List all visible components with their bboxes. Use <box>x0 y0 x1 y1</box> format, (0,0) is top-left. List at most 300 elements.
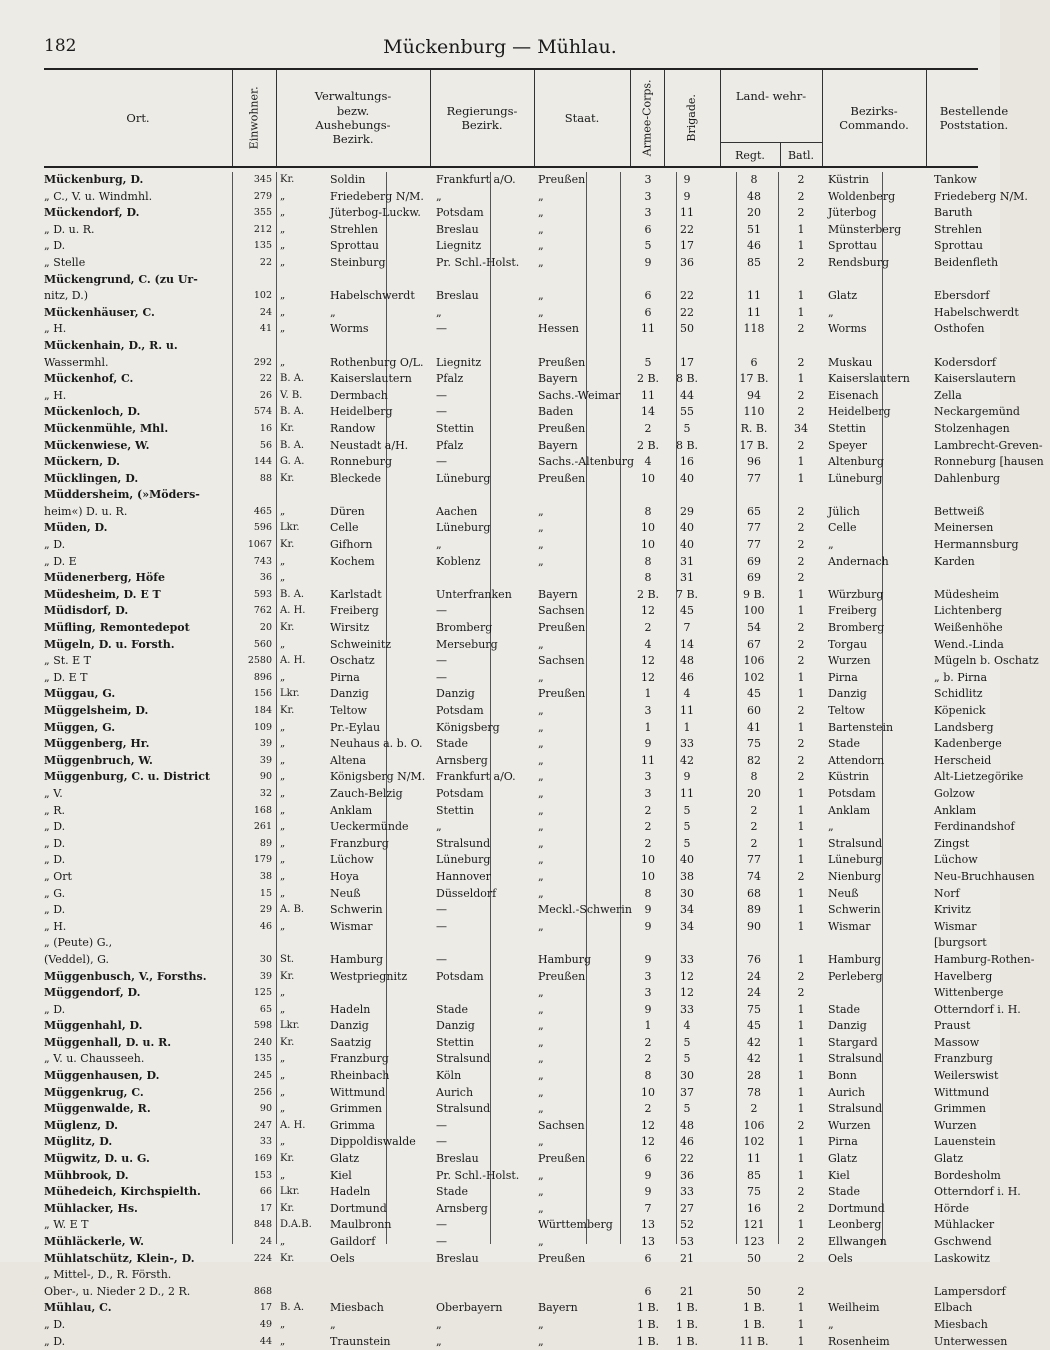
cell-brig: 16 <box>680 455 694 469</box>
cell-einw: 109 <box>253 721 272 733</box>
cell-bez: Würzburg <box>828 587 884 601</box>
cell-brig: 8 B. <box>675 438 699 452</box>
cell-einw: 39 <box>259 970 272 982</box>
cell-batl: 2 <box>797 322 805 336</box>
cell-verw: A. H. <box>280 605 306 617</box>
cell-ak: 6 <box>644 289 652 303</box>
cell-einw: 66 <box>259 1186 272 1198</box>
table-row <box>44 1334 1008 1350</box>
cell-ak: 2 <box>644 1102 652 1116</box>
cell-post: Wittmund <box>934 1085 990 1099</box>
cell-reg: — <box>436 670 447 684</box>
cell-verw: „ <box>280 190 286 202</box>
cell-ak: 1 B. <box>636 1317 660 1331</box>
cell-reg: Frankfurt a/O. <box>436 173 516 186</box>
cell-aus: Randow <box>330 421 376 435</box>
cell-ak: 10 <box>641 853 655 867</box>
cell-brig: 11 <box>680 704 694 717</box>
cell-batl: 1 <box>797 1135 805 1149</box>
cell-einw: 41 <box>259 323 272 335</box>
table-row <box>44 222 982 239</box>
cell-einw: 144 <box>253 456 272 468</box>
cell-ak: 9 <box>644 1168 652 1182</box>
cell-ak: 10 <box>641 471 655 485</box>
cell-post: Tankow <box>934 173 977 186</box>
cell-regt: 54 <box>747 621 761 635</box>
cell-ort: Mückendorf, D. <box>44 206 140 220</box>
cell-ak: 12 <box>641 604 655 618</box>
table-row <box>44 1151 978 1168</box>
cell-einw: 574 <box>253 406 272 418</box>
cell-ort: „ D. E T <box>44 670 88 684</box>
cell-ak: 3 <box>644 969 652 983</box>
cell-bez: „ <box>828 305 834 319</box>
cell-einw: 240 <box>253 1036 272 1048</box>
cell-einw: 848 <box>253 1219 272 1231</box>
cell-ak: 10 <box>641 869 655 883</box>
cell-verw: Kr. <box>280 472 295 484</box>
cell-aus: Oels <box>330 1251 355 1265</box>
table-row <box>44 1267 978 1284</box>
cell-ort: nitz, D.) <box>44 289 89 303</box>
cell-aus: Schwerin <box>330 903 383 917</box>
table-row <box>44 454 1044 471</box>
cell-aus: Soldin <box>330 173 366 186</box>
cell-ort: Müdesheim, D. E T <box>44 587 161 601</box>
cell-einw: 762 <box>253 605 272 617</box>
cell-post: Bordesholm <box>934 1168 1001 1182</box>
cell-aus: Danzig <box>330 687 369 701</box>
table-row <box>44 1217 995 1234</box>
cell-verw: Lkr. <box>280 1020 300 1032</box>
cell-reg: Danzig <box>436 1019 475 1033</box>
cell-verw: „ <box>280 738 286 750</box>
cell-einw: 29 <box>259 904 272 916</box>
cell-batl: 1 <box>797 670 805 684</box>
cell-regt: 24 <box>747 986 761 1000</box>
cell-brig: 42 <box>680 753 694 767</box>
cell-batl: 1 <box>797 853 805 867</box>
cell-staat: „ <box>538 853 544 867</box>
cell-batl: 2 <box>797 869 805 883</box>
cell-batl: 1 <box>797 720 805 734</box>
cell-batl: 1 <box>797 604 805 618</box>
table-row <box>44 969 993 986</box>
table-row <box>44 670 988 687</box>
cell-brig: 40 <box>680 538 694 552</box>
cell-batl: 1 <box>797 455 805 469</box>
table-row <box>44 819 1015 836</box>
cell-regt: 2 <box>750 820 758 834</box>
cell-verw: „ <box>280 821 286 833</box>
cell-ort: Müden, D. <box>44 521 108 535</box>
cell-ort: Müggenhausen, D. <box>44 1069 160 1083</box>
cell-regt: 82 <box>747 753 761 767</box>
table-row <box>44 255 999 272</box>
cell-ak: 3 <box>644 173 652 186</box>
cell-verw: Lkr. <box>280 1186 300 1198</box>
cell-bez: Sprottau <box>828 239 877 253</box>
cell-verw: „ <box>280 854 286 866</box>
cell-bez: Aurich <box>828 1085 866 1099</box>
cell-staat: „ <box>538 1035 544 1049</box>
cell-regt: 77 <box>747 853 761 867</box>
cell-einw: 292 <box>253 356 272 368</box>
cell-aus: Ueckermünde <box>330 820 409 834</box>
cell-reg: Danzig <box>436 687 475 701</box>
table-row <box>44 1018 978 1035</box>
cell-ort: heim«) D. u. R. <box>44 504 128 518</box>
table-row <box>44 720 994 737</box>
cell-ak: 8 <box>644 571 652 585</box>
table-row <box>44 371 1016 388</box>
cell-reg: „ <box>436 538 442 552</box>
cell-staat: „ <box>538 222 544 236</box>
cell-einw: 90 <box>259 771 272 783</box>
cell-staat: Bayern <box>538 1301 578 1315</box>
cell-brig: 44 <box>680 388 694 402</box>
cell-aus: Teltow <box>330 704 367 717</box>
cell-ort: Mügwitz, D. u. G. <box>44 1152 150 1166</box>
cell-staat: Meckl.-Schwerin <box>538 903 632 917</box>
cell-post: Mügeln b. Oschatz <box>934 654 1039 668</box>
cell-brig: 36 <box>680 1168 694 1182</box>
table-row <box>44 836 978 853</box>
cell-bez: Wurzen <box>828 654 871 668</box>
cell-bez: Danzig <box>828 687 867 701</box>
cell-bez: „ <box>828 820 834 834</box>
cell-batl: 2 <box>797 986 805 1000</box>
cell-staat: Württemberg <box>538 1218 613 1232</box>
cell-post: Weißenhöhe <box>934 621 1003 635</box>
cell-post: Meinersen <box>934 521 994 535</box>
cell-brig: 34 <box>680 919 694 933</box>
cell-staat: Preußen <box>538 1152 586 1166</box>
cell-regt: 89 <box>747 903 761 917</box>
cell-bez: Pirna <box>828 670 858 684</box>
cell-brig: 48 <box>680 1118 694 1132</box>
cell-ak: 8 <box>644 504 652 518</box>
cell-einw: 1067 <box>247 539 272 551</box>
table-row <box>44 769 1024 786</box>
cell-post: Dahlenburg <box>934 471 1000 485</box>
cell-bez: Münsterberg <box>828 222 902 236</box>
cell-regt: 67 <box>747 637 761 651</box>
cell-reg: Pr. Schl.-Holst. <box>436 255 520 269</box>
cell-batl: 1 <box>797 1002 805 1016</box>
cell-reg: Pfalz <box>436 438 464 452</box>
cell-aus: Wirsitz <box>330 621 370 635</box>
cell-verw: „ <box>280 870 286 882</box>
cell-einw: 46 <box>259 920 272 932</box>
cell-einw: 598 <box>253 1020 272 1032</box>
cell-batl: 2 <box>797 521 805 535</box>
cell-brig: 30 <box>680 1069 694 1083</box>
cell-post: Landsberg <box>934 720 994 734</box>
cell-post: Neckargemünd <box>934 405 1020 419</box>
cell-ort: Mühlacker, Hs. <box>44 1201 138 1215</box>
table-row <box>44 1184 1021 1201</box>
cell-regt: 50 <box>747 1251 761 1265</box>
cell-einw: 743 <box>253 555 272 567</box>
cell-aus: Hamburg <box>330 952 384 966</box>
cell-staat: „ <box>538 289 544 303</box>
cell-batl: 2 <box>797 438 805 452</box>
table-row <box>44 404 1020 421</box>
cell-reg: „ <box>436 1317 442 1331</box>
cell-batl: 2 <box>797 1284 805 1298</box>
cell-bez: Stralsund <box>828 1102 883 1116</box>
cell-regt: 74 <box>747 869 761 883</box>
cell-staat: „ <box>538 820 544 834</box>
cell-batl: 1 <box>797 222 805 236</box>
cell-bez: Schwerin <box>828 903 881 917</box>
cell-ort: „ D. <box>44 239 66 253</box>
cell-einw: 125 <box>253 987 272 999</box>
cell-regt: 1 B. <box>742 1317 766 1331</box>
cell-aus: „ <box>330 1317 336 1331</box>
cell-ak: 3 <box>644 786 652 800</box>
cell-ort: Müglitz, D. <box>44 1135 113 1149</box>
cell-ort: „ D. <box>44 836 66 850</box>
cell-brig: 8 B. <box>675 372 699 386</box>
cell-regt: 85 <box>747 1168 761 1182</box>
cell-brig: 40 <box>680 471 694 485</box>
header-landwehr: Land- wehr- <box>735 89 807 103</box>
table-row <box>44 520 994 537</box>
cell-regt: 60 <box>747 704 761 717</box>
cell-aus: Pr.-Eylau <box>330 720 381 734</box>
cell-staat: Sachs.-Altenburg <box>538 455 635 469</box>
cell-staat: „ <box>538 538 544 552</box>
cell-regt: 45 <box>747 687 761 701</box>
cell-ak: 2 B. <box>636 372 660 386</box>
cell-aus: Friedeberg N/M. <box>330 189 424 203</box>
cell-aus: Dortmund <box>330 1201 387 1215</box>
cell-ak: 6 <box>644 305 652 319</box>
cell-regt: 123 <box>743 1235 765 1248</box>
cell-ak: 9 <box>644 255 652 269</box>
table-row <box>44 388 978 405</box>
cell-regt: 106 <box>743 654 765 668</box>
cell-verw: B. A. <box>280 406 305 418</box>
cell-ak: 9 <box>644 903 652 917</box>
cell-batl: 1 <box>797 1218 805 1232</box>
table-row <box>44 321 985 338</box>
cell-reg: — <box>436 604 447 618</box>
table-row <box>44 554 978 571</box>
cell-ort: „ H. <box>44 919 67 933</box>
cell-verw: B. A. <box>280 1302 305 1314</box>
cell-batl: 1 <box>797 372 805 386</box>
cell-batl: 2 <box>797 388 805 402</box>
cell-batl: 1 <box>797 952 805 966</box>
cell-bez: Stade <box>828 1185 861 1199</box>
cell-regt: 17 B. <box>739 372 769 386</box>
table-row <box>44 985 1004 1002</box>
cell-aus: Grimmen <box>330 1102 383 1116</box>
cell-ak: 11 <box>641 388 655 402</box>
cell-post: Havelberg <box>934 969 993 983</box>
cell-post: Grimmen <box>934 1102 987 1116</box>
cell-batl: 1 <box>797 1334 805 1348</box>
cell-staat: „ <box>538 919 544 933</box>
cell-ak: 3 <box>644 770 652 784</box>
cell-verw: „ <box>280 290 286 302</box>
cell-reg: — <box>436 322 447 336</box>
cell-ak: 2 <box>644 820 652 834</box>
cell-brig: 14 <box>680 637 694 651</box>
cell-verw: „ <box>280 323 286 335</box>
cell-einw: 153 <box>253 1169 272 1181</box>
cell-aus: Freiberg <box>330 604 379 618</box>
cell-ak: 6 <box>644 1284 652 1298</box>
table-row <box>44 869 1035 886</box>
cell-staat: Sachsen <box>538 604 585 618</box>
cell-post: Lambrecht-Greven- <box>934 438 1043 452</box>
cell-einw: 30 <box>259 953 272 965</box>
cell-bez: Stade <box>828 1002 861 1016</box>
cell-aus: Neuß <box>330 886 361 900</box>
cell-bez: Danzig <box>828 1019 867 1033</box>
cell-batl: 2 <box>797 770 805 784</box>
cell-einw: 17 <box>259 1302 272 1314</box>
table-row <box>44 1134 996 1151</box>
cell-ort: „ C., V. u. Windmhl. <box>44 189 153 203</box>
cell-regt: 102 <box>743 1135 765 1149</box>
cell-reg: Aurich <box>436 1085 474 1099</box>
cell-ak: 3 <box>644 704 652 717</box>
cell-batl: 2 <box>797 173 805 186</box>
cell-einw: 16 <box>259 422 272 434</box>
cell-einw: 245 <box>253 1070 272 1082</box>
cell-regt: 41 <box>747 720 761 734</box>
cell-aus: Rothenburg O/L. <box>330 355 424 369</box>
cell-staat: Preußen <box>538 687 586 701</box>
cell-einw: 247 <box>253 1119 272 1131</box>
cell-verw: „ <box>280 1169 286 1181</box>
cell-ak: 11 <box>641 322 655 336</box>
cell-staat: Hamburg <box>538 952 592 966</box>
cell-regt: 106 <box>743 1118 765 1132</box>
cell-post: Laskowitz <box>934 1251 990 1265</box>
cell-bez: Jüterbog <box>828 206 877 220</box>
cell-regt: 11 B. <box>739 1334 769 1348</box>
cell-einw: 44 <box>259 1335 272 1347</box>
cell-regt: 28 <box>747 1069 761 1083</box>
cell-verw: „ <box>280 356 286 368</box>
header-staat: Staat. <box>534 70 631 166</box>
cell-staat: „ <box>538 1201 544 1215</box>
cell-ak: 4 <box>644 637 652 651</box>
table-row <box>44 587 1000 604</box>
cell-reg: Liegnitz <box>436 239 482 253</box>
cell-aus: Steinburg <box>330 255 386 269</box>
cell-post: Habelschwerdt <box>934 305 1019 319</box>
cell-einw: 256 <box>253 1086 272 1098</box>
cell-brig: 5 <box>683 803 691 817</box>
cell-post: Wend.-Linda <box>934 637 1004 651</box>
cell-reg: Königsberg <box>436 720 500 734</box>
table-row <box>44 1118 978 1135</box>
cell-bez: Küstrin <box>828 173 869 186</box>
cell-reg: Stettin <box>436 1035 474 1049</box>
cell-ak: 9 <box>644 1185 652 1199</box>
cell-staat: „ <box>538 255 544 269</box>
cell-bez: Stade <box>828 737 861 751</box>
cell-verw: „ <box>280 1318 286 1330</box>
cell-reg: Stralsund <box>436 1102 491 1116</box>
cell-batl: 1 <box>797 836 805 850</box>
cell-ort: Müdenerberg, Höfe <box>44 571 165 585</box>
cell-reg: Düsseldorf <box>436 886 497 900</box>
cell-reg: Stralsund <box>436 1052 491 1066</box>
cell-regt: 46 <box>747 239 761 253</box>
cell-regt: 11 <box>747 305 761 319</box>
cell-brig: 5 <box>683 820 691 834</box>
cell-regt: 100 <box>743 604 765 618</box>
table-row <box>44 504 985 521</box>
cell-post: Stolzenhagen <box>934 421 1010 435</box>
cell-aus: Zauch-Belzig <box>330 786 403 800</box>
cell-einw: 39 <box>259 754 272 766</box>
cell-bez: Attendorn <box>828 753 885 767</box>
table-row <box>44 803 978 820</box>
cell-brig: 40 <box>680 521 694 535</box>
cell-post: Köpenick <box>934 704 986 717</box>
cell-regt: 51 <box>747 222 761 236</box>
cell-ort: Müdisdorf, D. <box>44 604 129 618</box>
cell-einw: 224 <box>253 1252 272 1264</box>
cell-ort: „ St. E T <box>44 654 92 668</box>
cell-reg: — <box>436 952 447 966</box>
cell-batl: 2 <box>797 637 805 651</box>
cell-ak: 14 <box>641 405 655 419</box>
cell-ort: Mückenhof, C. <box>44 372 134 386</box>
cell-batl: 2 <box>797 1235 805 1248</box>
cell-post: Zella <box>934 388 962 402</box>
cell-staat: „ <box>538 986 544 1000</box>
header-brigade: Brigade. <box>664 70 721 166</box>
cell-regt: 11 <box>747 289 761 303</box>
cell-ort: Müggenhall, D. u. R. <box>44 1035 172 1049</box>
cell-brig: 22 <box>680 1152 694 1166</box>
table-row <box>44 703 986 720</box>
cell-ak: 6 <box>644 222 652 236</box>
cell-post: Herscheid <box>934 753 992 767</box>
table-row <box>44 1101 987 1118</box>
cell-batl: 1 <box>797 1102 805 1116</box>
cell-ort: Müddersheim, (»Möders- <box>44 488 200 502</box>
cell-aus: Sprottau <box>330 239 379 253</box>
cell-ak: 9 <box>644 952 652 966</box>
cell-brig: 11 <box>680 206 694 220</box>
cell-bez: Glatz <box>828 1152 858 1166</box>
cell-bez: Neuß <box>828 886 859 900</box>
cell-reg: Stade <box>436 1002 469 1016</box>
cell-post: Kadenberge <box>934 737 1002 751</box>
cell-post: Kodersdorf <box>934 355 996 369</box>
table-row <box>44 935 987 952</box>
cell-regt: 102 <box>743 670 765 684</box>
cell-brig: 50 <box>680 322 694 336</box>
cell-reg: — <box>436 919 447 933</box>
cell-aus: Glatz <box>330 1152 360 1166</box>
cell-regt: 76 <box>747 952 761 966</box>
cell-ak: 1 B. <box>636 1334 660 1348</box>
cell-staat: „ <box>538 670 544 684</box>
cell-staat: Baden <box>538 405 574 419</box>
